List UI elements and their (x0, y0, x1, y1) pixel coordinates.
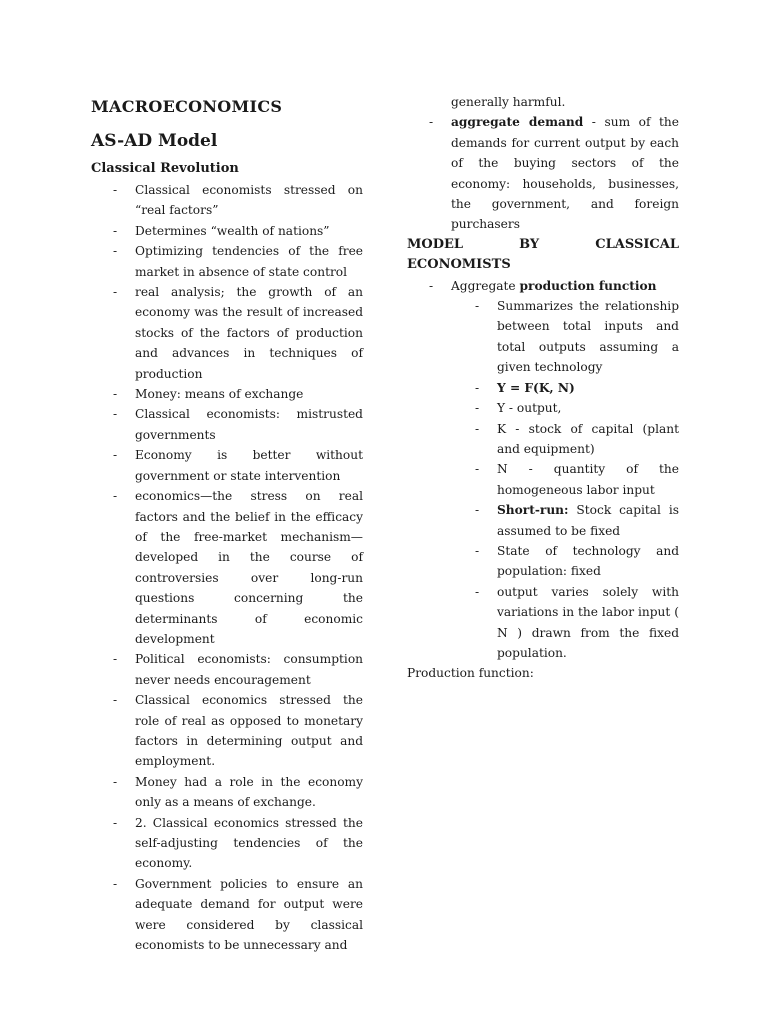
list-item (91, 221, 363, 241)
bullet-dash: - (429, 115, 434, 130)
short-run-term: Short-run: (497, 503, 569, 518)
bullet-dash: - (113, 774, 118, 789)
classical-revolution-list (91, 180, 363, 955)
bullet-dash: - (475, 543, 480, 558)
sublist-item (407, 541, 679, 582)
list-item-text: Classical economists stressed on “real factors” (135, 183, 363, 218)
bullet-dash: - (113, 223, 118, 238)
production-function-term: production function (519, 278, 657, 293)
sublist-item (407, 500, 679, 541)
list-item-text: Classical economics stressed the role of real as opposed to monetary factors in determining output and employment. (135, 693, 363, 769)
aggregate-demand-list (407, 112, 679, 234)
bullet-dash: - (113, 876, 118, 891)
bullet-dash: - (475, 421, 480, 436)
list-item-text: Classical economists: mistrusted governments (135, 407, 363, 442)
continued-text: generally harmful. (451, 95, 566, 109)
bullet-dash: - (113, 652, 118, 667)
list-item (91, 690, 363, 772)
bullet-dash: - (429, 278, 434, 293)
list-item (91, 445, 363, 486)
list-item (91, 874, 363, 956)
list-item (91, 486, 363, 649)
production-function-label: Production function: (407, 666, 534, 681)
model-list (407, 276, 679, 296)
short-run-definition: Stock capital is assumed to be fixed (497, 503, 679, 538)
bullet-dash: - (113, 448, 118, 463)
model-heading-line1: MODEL BY CLASSICAL (407, 236, 679, 252)
list-item-text: Money had a role in the economy only as a means of exchange. (135, 774, 363, 810)
sublist-item-text: Y - output, (497, 401, 562, 416)
list-item-text: Government policies to ensure an adequate demand for output were were considered by classical economists to be unnecessary and (135, 876, 363, 953)
list-item (91, 241, 363, 282)
bullet-dash: - (475, 299, 480, 314)
bullet-dash: - (113, 387, 118, 402)
sublist-item (407, 459, 679, 500)
aggregate-demand-term: aggregate demand (451, 115, 584, 130)
sublist-item (407, 398, 679, 418)
sublist-item (407, 582, 679, 664)
list-item-text: real analysis; the growth of an economy was the result of increased stocks of the factors of production and advances in techniques of production (135, 285, 363, 381)
list-item (407, 112, 679, 234)
sublist-item (407, 419, 679, 460)
bullet-dash: - (475, 401, 480, 416)
sublist-item-text: N - quantity of the homogeneous labor input (497, 462, 679, 497)
bullet-dash: - (475, 503, 480, 518)
bullet-dash: - (113, 244, 118, 259)
production-function-prefix: Aggregate (451, 278, 520, 293)
sublist-item-text: K - stock of capital (plant and equipment) (497, 421, 679, 456)
sublist-item-text: output varies solely with variations in the labor input ( N ) drawn from the fixed population. (497, 584, 679, 660)
list-item (91, 282, 363, 384)
left-column (91, 96, 363, 955)
list-item (407, 276, 679, 296)
list-item-text: Money: means of exchange (135, 387, 304, 402)
aggregate-demand-definition: - sum of the demands for current output by each of the buying sectors of the economy: households, businesses, the government, and foreign purchasers (451, 115, 679, 232)
bullet-dash: - (475, 462, 480, 477)
list-item (91, 384, 363, 404)
bullet-dash: - (113, 285, 118, 300)
document-title: MACROECONOMICS (91, 97, 283, 116)
right-column (407, 92, 679, 684)
model-heading-line2: ECONOMISTS (407, 257, 511, 273)
sublist-item-text: State of technology and population: fixed (497, 543, 679, 579)
section-heading: Classical Revolution (91, 161, 239, 176)
bullet-dash: - (113, 489, 118, 504)
list-item-text: Economy is better without government or state intervention (135, 448, 363, 483)
sublist-item (407, 296, 679, 378)
list-item (91, 772, 363, 813)
list-item (91, 649, 363, 690)
bullet-dash: - (113, 183, 118, 197)
list-item-text: Optimizing tendencies of the free market in absence of state control (135, 244, 363, 279)
bullet-dash: - (113, 693, 118, 708)
list-item (91, 813, 363, 874)
formula-text: Y = F(K, N) (497, 380, 575, 395)
bullet-dash: - (113, 407, 118, 422)
list-item-text: Political economists: consumption never needs encouragement (135, 652, 363, 687)
list-item-text: economics—the stress on real factors and the belief in the efficacy of the free-market mechanism—developed in the course of controversies over long-run questions concerning the determinants of economic development (135, 489, 363, 646)
list-item-text: 2. Classical economics stressed the self-adjusting tendencies of the economy. (135, 815, 363, 871)
bullet-dash: - (475, 584, 480, 599)
bullet-dash: - (475, 380, 480, 395)
production-function-sublist (407, 296, 679, 663)
bullet-dash: - (113, 815, 118, 830)
list-item (91, 180, 363, 221)
sublist-item-text: Summarizes the relationship between total inputs and total outputs assuming a given technology (497, 299, 679, 375)
sublist-item (407, 378, 679, 398)
list-item-text: Determines “wealth of nations” (135, 223, 330, 238)
list-item (91, 404, 363, 445)
section-subtitle: AS-AD Model (91, 131, 218, 151)
